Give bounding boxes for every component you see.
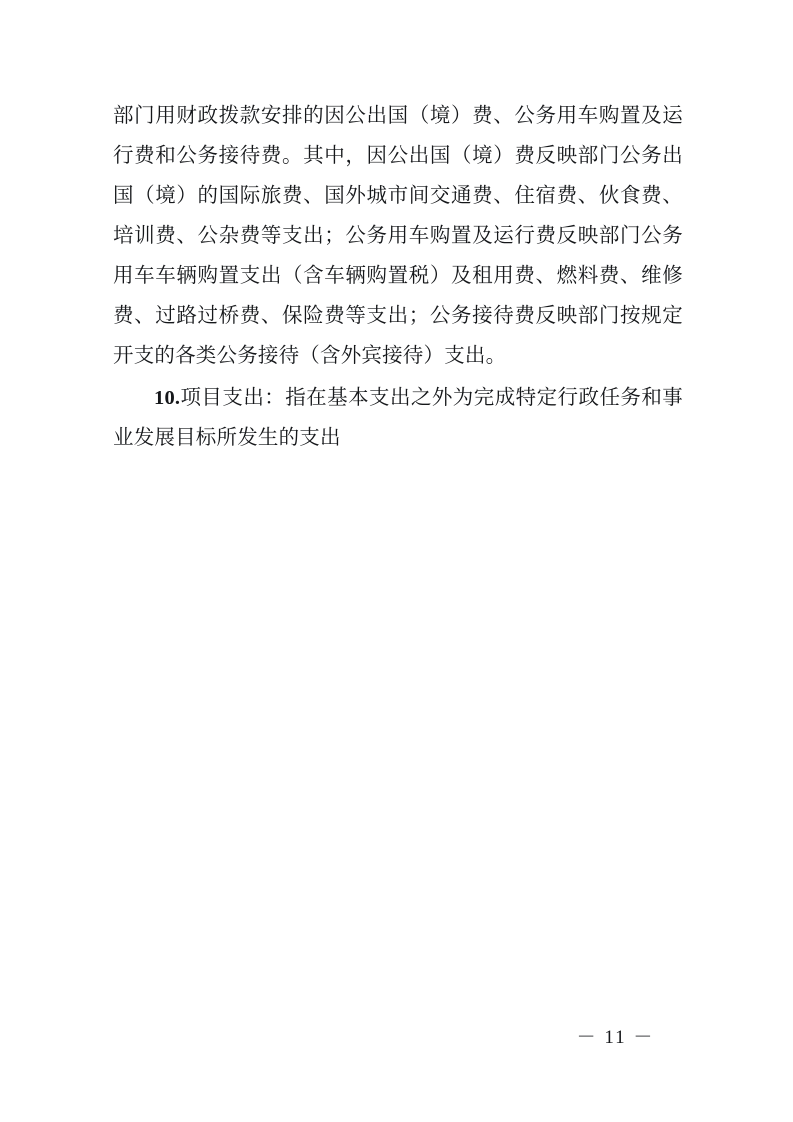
paragraph-definitions: 部门用财政拨款安排的因公出国（境）费、公务用车购置及运行费和公务接待费。其中，因公出国（境）费反映部门公务出国（境）的国际旅费、国外城市间交通费、住宿费、伙食费、培训费、公杂费等支出；公务用车购置及运行费反映部门公务用车车辆购置支出（含车辆购置税）及租用费、燃料费、维修费、过路过桥费、保险费等支出；公务接待费反映部门按规定开支的各类公务接待（含外宾接待）支出。 [113,105,683,367]
list-number: 10. [154,387,181,409]
paragraph-project-expenditure-text: 项目支出：指在基本支出之外为完成特定行政任务和事业发展目标所发生的支出 [113,387,683,449]
page-number-label: － 11 － [576,1027,655,1048]
document-body [113,96,683,458]
page-number [0,1022,793,1049]
paragraph-project-expenditure [113,378,683,458]
